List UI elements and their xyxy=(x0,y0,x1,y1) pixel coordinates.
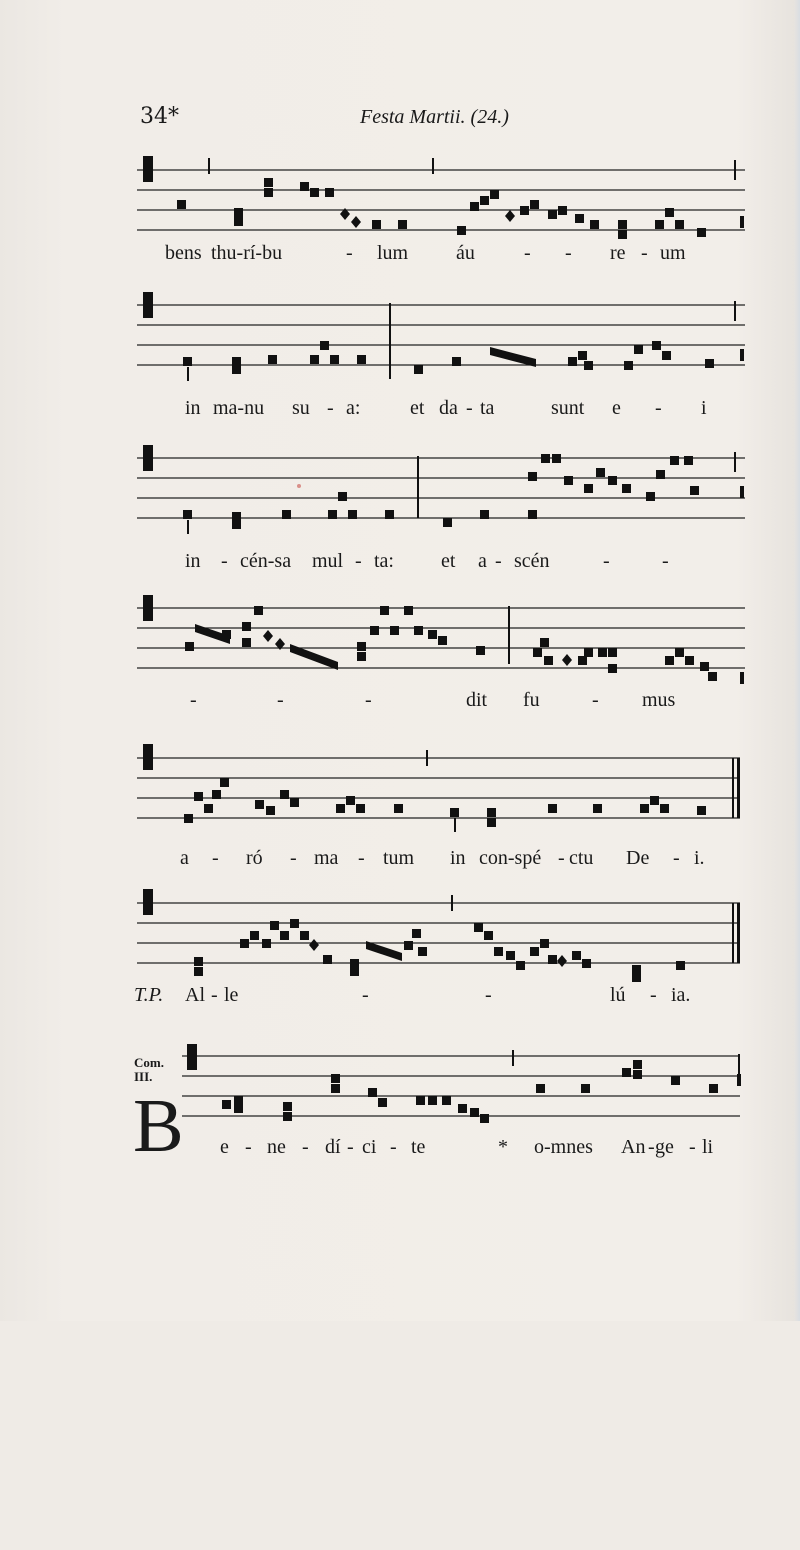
syllable: o-mnes xyxy=(534,1136,593,1158)
syllable: lú xyxy=(610,984,626,1006)
syllable: a xyxy=(180,847,189,869)
syllable: re xyxy=(610,242,626,264)
syllable: - xyxy=(302,1136,309,1158)
syllable: bens xyxy=(165,242,202,264)
syllable: ta: xyxy=(374,550,394,572)
syllable: - xyxy=(245,1136,252,1158)
syllable: lum xyxy=(377,242,409,264)
staff-system-4 xyxy=(0,592,800,732)
syllable: cén-sa xyxy=(240,550,292,572)
syllable: - xyxy=(290,847,297,869)
syllable: mul xyxy=(312,550,344,572)
syllable: - xyxy=(362,984,369,1006)
syllable: - xyxy=(327,397,334,419)
syllable: e xyxy=(220,1136,229,1158)
syllable: i xyxy=(701,397,707,419)
syllable: - xyxy=(358,847,365,869)
syllable: - xyxy=(390,1136,397,1158)
syllable: li xyxy=(702,1136,714,1158)
syllable: sunt xyxy=(551,397,585,419)
syllable: áu xyxy=(456,242,475,264)
staff-system-3 xyxy=(0,446,800,586)
mode-label-mode: III. xyxy=(134,1069,153,1084)
syllable: - xyxy=(648,1136,655,1158)
syllable: in xyxy=(185,550,201,572)
syllable: - xyxy=(347,1136,354,1158)
syllable: e xyxy=(612,397,621,419)
mode-label-com: Com. xyxy=(134,1055,164,1070)
syllable: - xyxy=(346,242,353,264)
syllable: - xyxy=(190,689,197,711)
lyrics-line-7 xyxy=(0,1136,800,1166)
syllable: ne xyxy=(267,1136,286,1158)
syllable: in xyxy=(185,397,201,419)
syllable: con-spé xyxy=(479,847,542,869)
page-number: 34* xyxy=(140,104,179,129)
lyrics-line-6 xyxy=(0,984,800,1014)
syllable: Al xyxy=(185,984,205,1006)
syllable: fu xyxy=(523,689,540,711)
page-header xyxy=(0,104,800,134)
syllable: - xyxy=(211,984,218,1006)
staff-system-2 xyxy=(0,295,800,435)
syllable: - xyxy=(495,550,502,572)
staff-system-6 xyxy=(0,885,800,1025)
syllable: - xyxy=(221,550,228,572)
syllable: - xyxy=(592,689,599,711)
syllable: da xyxy=(439,397,458,419)
syllable: et xyxy=(441,550,456,572)
asterisk: * xyxy=(498,1136,508,1158)
lyrics-line-4 xyxy=(0,689,800,719)
syllable: - xyxy=(466,397,473,419)
syllable: - xyxy=(565,242,572,264)
syllable: - xyxy=(277,689,284,711)
syllable: ci xyxy=(362,1136,377,1158)
syllable: - xyxy=(355,550,362,572)
syllable: - xyxy=(524,242,531,264)
lyrics-line-3 xyxy=(0,550,800,580)
staff-system-5 xyxy=(0,738,800,878)
syllable: scén xyxy=(514,550,550,572)
syllable: - xyxy=(673,847,680,869)
syllable: ia. xyxy=(671,984,691,1006)
syllable: - xyxy=(662,550,669,572)
syllable: - xyxy=(603,550,610,572)
syllable: dit xyxy=(466,689,488,711)
syllable: um xyxy=(660,242,686,264)
syllable: - xyxy=(558,847,565,869)
syllable: - xyxy=(655,397,662,419)
syllable: - xyxy=(641,242,648,264)
syllable: - xyxy=(650,984,657,1006)
syllable: ge xyxy=(655,1136,674,1158)
running-title: Festa Martii. (24.) xyxy=(360,106,509,128)
syllable: su xyxy=(292,397,310,419)
syllable: - xyxy=(485,984,492,1006)
syllable: - xyxy=(689,1136,696,1158)
lyrics-line-5 xyxy=(0,847,800,877)
lyrics-line-2 xyxy=(0,397,800,427)
syllable: ró xyxy=(246,847,263,869)
syllable: a: xyxy=(346,397,361,419)
syllable: le xyxy=(224,984,239,1006)
syllable: - xyxy=(212,847,219,869)
syllable: tum xyxy=(383,847,415,869)
drop-cap-initial: B xyxy=(133,1084,184,1168)
syllable: - xyxy=(365,689,372,711)
syllable: ma-nu xyxy=(213,397,265,419)
syllable: i. xyxy=(694,847,705,869)
syllable: An xyxy=(621,1136,646,1158)
syllable: a xyxy=(478,550,487,572)
syllable: ma xyxy=(314,847,339,869)
syllable: et xyxy=(410,397,425,419)
lyrics-line-1 xyxy=(0,242,800,272)
syllable: te xyxy=(411,1136,426,1158)
syllable: in xyxy=(450,847,466,869)
syllable: ta xyxy=(480,397,495,419)
syllable: thu-rí-bu xyxy=(211,242,283,264)
syllable: dí xyxy=(325,1136,341,1158)
tempus-paschale-marker: T.P. xyxy=(134,984,164,1006)
syllable: ctu xyxy=(569,847,594,869)
staff-system-1 xyxy=(0,150,800,290)
staff-system-7 xyxy=(0,1040,800,1180)
syllable: De xyxy=(626,847,650,869)
syllable: mus xyxy=(642,689,676,711)
